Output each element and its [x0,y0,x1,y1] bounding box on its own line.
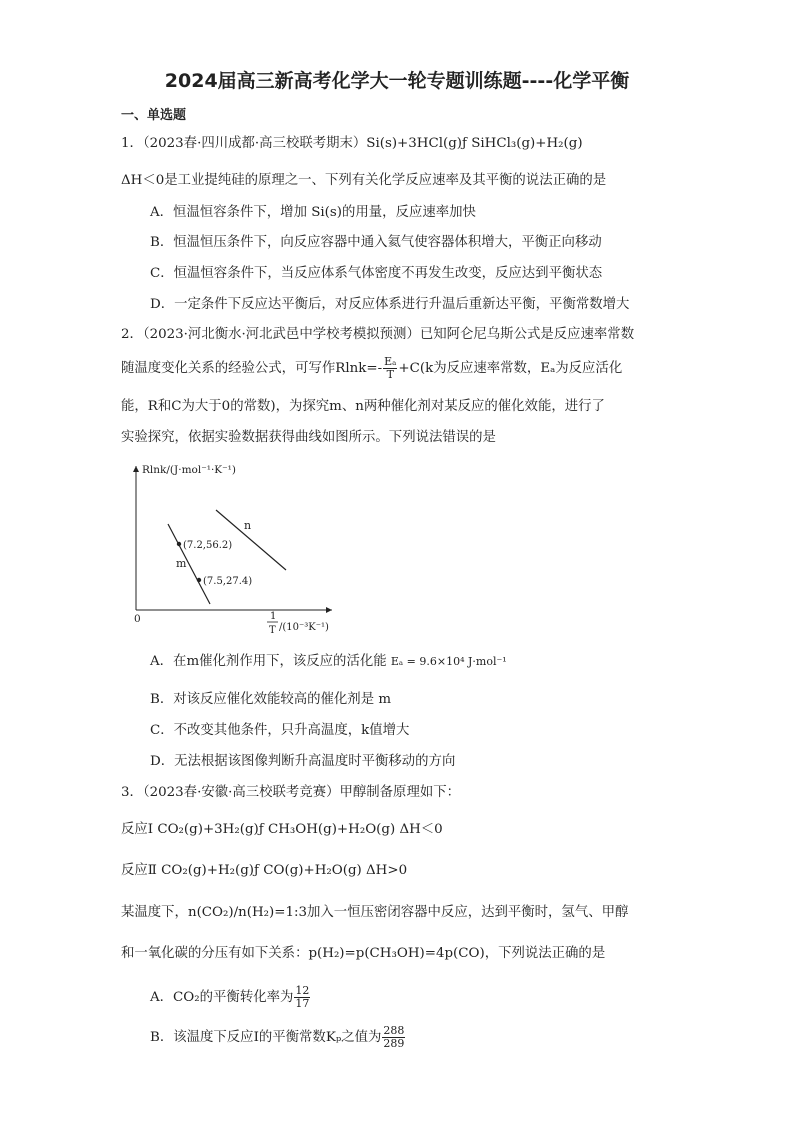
q3-option-b[interactable] [150,1025,406,1050]
q2-line4: 实验探究，依据实验数据获得曲线如图所示。下列说法错误的是 [121,430,496,445]
series-m-label: m [176,557,187,570]
q2-option-a-text: A．在m催化剂作用下，该反应的活化能 [150,654,387,669]
q2-line2-text: 随温度变化关系的经验公式，可写作Rlnk=- [121,361,383,376]
q2-option-d[interactable]: D．无法根据该图像判断升高温度时平衡移动的方向 [150,754,456,769]
series-m-line [168,524,210,604]
series-n-label: n [244,519,252,532]
section-heading: 一、单选题 [121,108,187,123]
q2-line1: 2．（2023·河北衡水·河北武邑中学校考模拟预测）已知阿仑尼乌斯公式是反应速率常数 [121,327,635,342]
q3-line5: 和一氧化碳的分压有如下关系：p(H₂)=p(CH₃OH)=4p(CO)，下列说法正确的是 [121,946,606,961]
q1-option-b[interactable]: B．恒温恒压条件下，向反应容器中通入氦气使容器体积增大，平衡正向移动 [150,235,602,250]
q3-option-a-text: A．CO₂的平衡转化率为 [150,990,294,1005]
q1-head: 1．（2023春·四川成都·高三校联考期末）Si(s)+3HCl(g)ƒ SiHCl₃(g)+H₂(g) [121,136,583,151]
series-layer [168,510,286,604]
point-label-2: (7.5,27.4) [203,576,253,587]
q3-reaction-1: 反应Ⅰ CO₂(g)+3H₂(g)ƒ CH₃OH(g)+H₂O(g) ΔH＜0 [121,822,443,837]
fraction-denominator: T [386,368,394,381]
q1-option-c[interactable]: C．恒温恒容条件下，当反应体系气体密度不再发生改变，反应达到平衡状态 [150,266,603,281]
x-label-numerator: 1 [270,611,277,622]
fraction-denominator: 17 [295,997,310,1010]
q1-line2: ΔH＜0是工业提纯硅的原理之一、下列有关化学反应速率及其平衡的说法正确的是 [121,173,607,188]
q2-option-a-value: Eₐ = 9.6×10⁴ J·mol⁻¹ [390,655,507,668]
series-m-point-1 [177,542,181,546]
y-axis-label: Rlnk/(J·mol⁻¹·K⁻¹) [142,464,236,476]
q2-line2 [121,356,622,381]
q2-line3: 能，R和C为大于0的常数)，为探究m、n两种催化剂对某反应的催化效能，进行了 [121,399,605,414]
q3-reaction-2: 反应Ⅱ CO₂(g)+H₂(g)ƒ CO(g)+H₂O(g) ΔH>0 [121,863,408,878]
x-label-unit: /(10⁻³K⁻¹) [279,622,329,633]
series-m-point-2 [197,578,201,582]
fraction-numerator: 288 [383,1024,405,1037]
fraction-numerator: 12 [295,984,310,997]
q1-option-d[interactable]: D．一定条件下反应达平衡后，对反应体系进行升温后重新达平衡，平衡常数增大 [150,297,630,312]
q2-option-b[interactable]: B．对该反应催化效能较高的催化剂是 m [150,692,392,707]
point-label-1: (7.2,56.2) [183,540,233,551]
page-title: 2024届高三新高考化学大一轮专题训练题----化学平衡 [164,70,630,92]
q2-line2-text-b: +C(k为反应速率常数，Eₐ为反应活化 [398,361,623,376]
arrhenius-chart [120,458,350,643]
q3-option-a[interactable] [150,985,311,1010]
origin-label: 0 [134,613,141,625]
q3-option-a-fraction [294,985,310,1010]
q3-line1: 3．（2023春·安徽·高三校联考竞赛）甲醇制备原理如下： [121,785,461,800]
q3-option-b-fraction [382,1025,405,1050]
fraction-numerator: Eₐ [384,355,397,368]
q2-option-c[interactable]: C．不改变其他条件，只升高温度，k值增大 [150,723,410,738]
q3-line4: 某温度下，n(CO₂)/n(H₂)=1:3加入一恒压密闭容器中反应，达到平衡时，氢气、甲醇 [121,905,629,920]
q1-option-a[interactable]: A．恒温恒容条件下，增加 Si(s)的用量，反应速率加快 [150,205,476,220]
x-label-denominator: T [269,625,276,636]
q2-option-a[interactable] [150,652,507,672]
q2-formula-fraction [383,356,397,381]
fraction-denominator: 289 [383,1037,405,1050]
q3-option-b-text: B．该温度下反应Ⅰ的平衡常数Kₚ之值为 [150,1030,382,1045]
